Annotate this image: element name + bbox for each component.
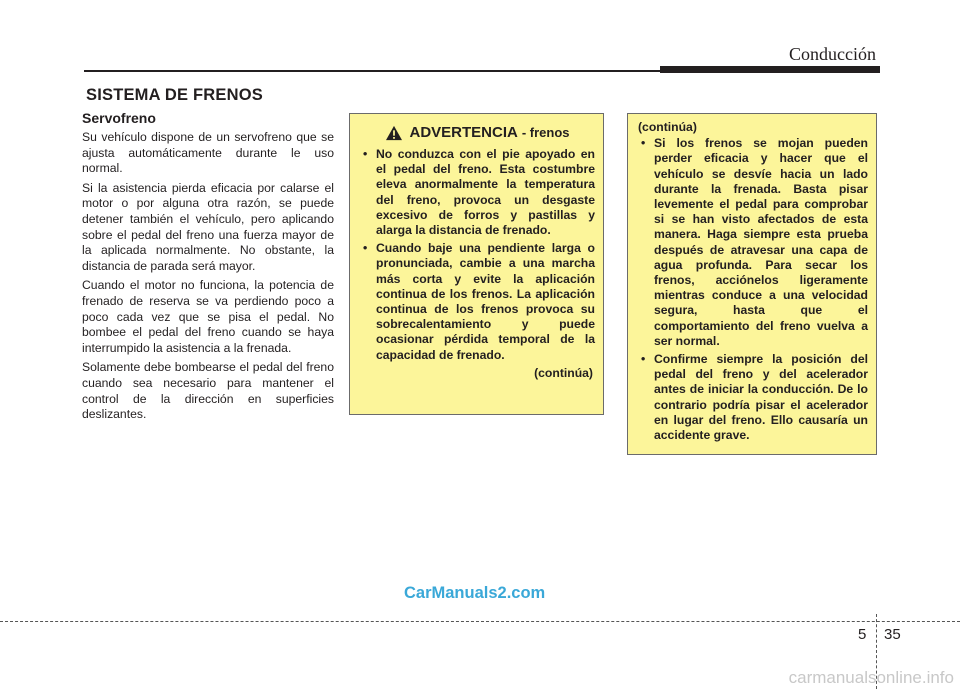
page-header-title: Conducción	[789, 44, 876, 64]
list-item: • Cuando baje una pendiente larga o pronunciada, cambie a una marcha más corta y evite la aplicación continua de los frenos. La aplicación continua de los frenos provoca su sobrecalentamiento y puede ocasionar pérdida temporal de la capacidad de frenado.	[360, 241, 595, 363]
chapter-number: 5	[858, 626, 867, 643]
header-rule	[84, 70, 660, 72]
watermark-link[interactable]: CarManuals2.com	[404, 584, 546, 602]
page-number: 35	[884, 626, 901, 643]
continues-label: (continúa)	[534, 365, 593, 380]
paragraph: Si la asistencia pierda eficacia por calarse el motor o por alguna otra razón, se puede detener también el vehículo, pero aplicando sobre el pedal del freno una fuerza mayor de la aplicada normalmente. No obstante, la distancia de parada será mayor.	[82, 180, 334, 273]
continuation-list	[638, 136, 868, 443]
continuation-heading: (continúa)	[638, 120, 697, 134]
list-item: • Si los frenos se mojan pueden perder eficacia y hacer que el vehículo se desvíe hacia un lado durante la frenada. Basta pisar levemente el pedal para comprobar si se han visto afectados de esta manera. Haga siempre esta prueba después de atravesar una capa de agua profunda. Para secar los frenos, acciónelos ligeramente mientras conduce a una velocidad segura, hasta que el comportamiento del freno vuelva a ser normal.	[638, 136, 868, 349]
warning-title: ADVERTENCIA	[409, 124, 518, 141]
section-title: SISTEMA DE FRENOS	[86, 86, 263, 104]
warning-header	[360, 124, 595, 141]
header-rule-accent	[660, 66, 880, 73]
footer-rule	[0, 621, 960, 622]
paragraph: Solamente debe bombearse el pedal del freno cuando sea necesario para mantener el control de la dirección en superficies deslizantes.	[82, 360, 334, 422]
paragraph: Cuando el motor no funciona, la potencia de frenado de reserva se va perdiendo poco a poco cada vez que se pisa el pedal. No bombee el pedal del freno cuando se haya interrumpido la asistencia a la frenada.	[82, 278, 334, 355]
left-column	[82, 110, 334, 427]
list-item: • Confirme siempre la posición del pedal del freno y del acelerador antes de iniciar la conducción. De lo contrario podría pisar el acelerador en lugar del freno. Ello causaría un accidente grave.	[638, 352, 868, 443]
continuation-box	[627, 113, 877, 455]
warning-list	[360, 147, 595, 363]
paragraph: Su vehículo dispone de un servofreno que se ajusta automáticamente durante le uso normal.	[82, 130, 334, 176]
subsection-title: Servofreno	[82, 110, 156, 126]
warning-triangle-icon	[385, 125, 403, 141]
bottom-watermark: carmanualsonline.info	[788, 668, 954, 687]
warning-box	[349, 113, 604, 415]
list-item: • No conduzca con el pie apoyado en el pedal del freno. Esta costumbre eleva anormalmente la temperatura del freno, provoca un desgaste excesivo de forros y pastillas y alarga la distancia de frenado.	[360, 147, 595, 238]
warning-subtitle: - frenos	[521, 125, 570, 140]
